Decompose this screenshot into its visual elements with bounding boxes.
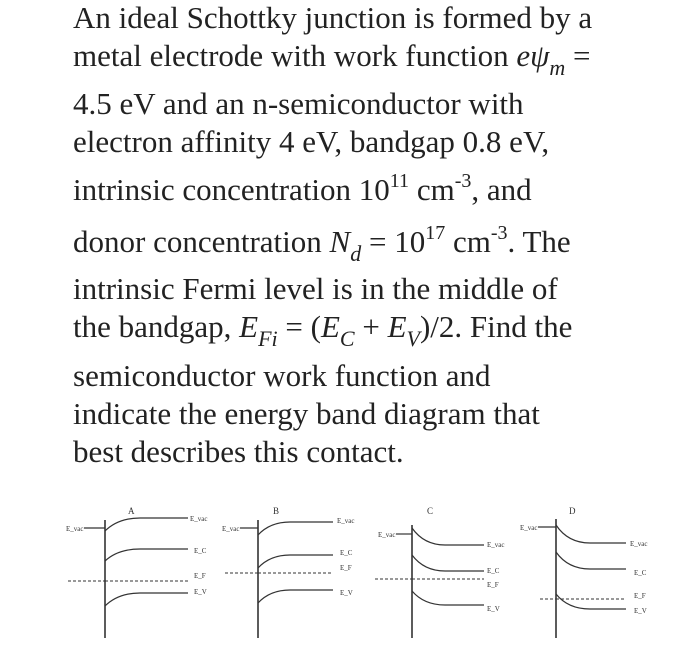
diagram-d[interactable] xyxy=(520,506,648,638)
diagram-c[interactable] xyxy=(375,506,505,638)
diagram-c-ev-label: E_V xyxy=(487,605,500,613)
question-line-2: metal electrode with work function $e\psi_m$ = xyxy=(73,38,591,80)
diagram-a-label: A xyxy=(128,506,135,516)
diagram-a-evac-right: E_vac xyxy=(190,515,208,523)
diagram-d-evac-right: E_vac xyxy=(630,540,648,548)
diagram-c-label: C xyxy=(427,506,434,516)
diagram-d-label: D xyxy=(569,506,576,516)
diagram-b-ec-curve xyxy=(258,555,333,568)
diagram-d-ef-label: E_F xyxy=(634,592,646,600)
band-diagrams-svg xyxy=(0,495,700,644)
diagram-b-ef-label: E_F xyxy=(340,564,352,572)
diagram-a-evac-left: E_vac xyxy=(66,525,84,533)
diagram-c-ef-label: E_F xyxy=(487,581,499,589)
diagram-b-evac-right: E_vac xyxy=(337,517,355,525)
question-line-5: intrinsic concentration $10^{11}$ $cm^{-3}$, and xyxy=(73,170,532,207)
diagram-d-evac-curve xyxy=(556,525,626,543)
diagram-b-ev-curve xyxy=(258,590,333,603)
diagram-d-evac-left: E_vac xyxy=(520,524,538,532)
question-line-9: semiconductor work function and xyxy=(73,358,491,393)
diagram-a-ev-curve xyxy=(105,593,188,606)
diagram-d-ev-curve xyxy=(556,594,626,609)
diagram-b-evac-left: E_vac xyxy=(222,525,240,533)
diagram-a-ev-label: E_V xyxy=(194,588,207,596)
question-line-6: donor concentration $N_d = 10^{17}$ $cm^{-3}$. The xyxy=(73,222,571,266)
diagram-a[interactable] xyxy=(66,506,208,638)
diagram-c-evac-left: E_vac xyxy=(378,531,396,539)
question-line-10: indicate the energy band diagram that xyxy=(73,396,540,431)
diagram-b-evac-curve xyxy=(258,522,333,535)
diagram-b-ev-label: E_V xyxy=(340,589,353,597)
question-line-4: electron affinity 4 eV, bandgap 0.8 eV, xyxy=(73,124,550,159)
diagram-c-evac-curve xyxy=(412,528,484,545)
diagram-b-ec-label: E_C xyxy=(340,549,353,557)
diagram-b-label: B xyxy=(273,506,280,516)
question-line-7: intrinsic Fermi level is in the middle of xyxy=(73,271,558,306)
diagram-c-ec-label: E_C xyxy=(487,567,500,575)
diagram-d-ev-label: E_V xyxy=(634,607,647,615)
diagram-d-ec-curve xyxy=(556,552,626,569)
band-diagram-options xyxy=(0,495,700,644)
question-line-3: 4.5 eV and an n-semiconductor with xyxy=(73,86,524,121)
diagram-c-ec-curve xyxy=(412,555,484,571)
diagram-d-ec-label: E_C xyxy=(634,569,647,577)
question-line-1: An ideal Schottky junction is formed by a xyxy=(73,0,593,35)
diagram-a-ec-curve xyxy=(105,549,188,561)
diagram-c-ev-curve xyxy=(412,591,484,605)
question-line-8: the bandgap, $E_{Fi} = (E_C + E_V)/2$. Find the xyxy=(73,309,573,351)
diagram-a-evac-curve xyxy=(105,518,188,531)
diagram-c-evac-right: E_vac xyxy=(487,541,505,549)
question-line-11: best describes this contact. xyxy=(73,434,404,469)
diagram-a-ef-label: E_F xyxy=(194,572,206,580)
diagram-b[interactable] xyxy=(222,506,355,638)
diagram-a-ec-label: E_C xyxy=(194,547,207,555)
